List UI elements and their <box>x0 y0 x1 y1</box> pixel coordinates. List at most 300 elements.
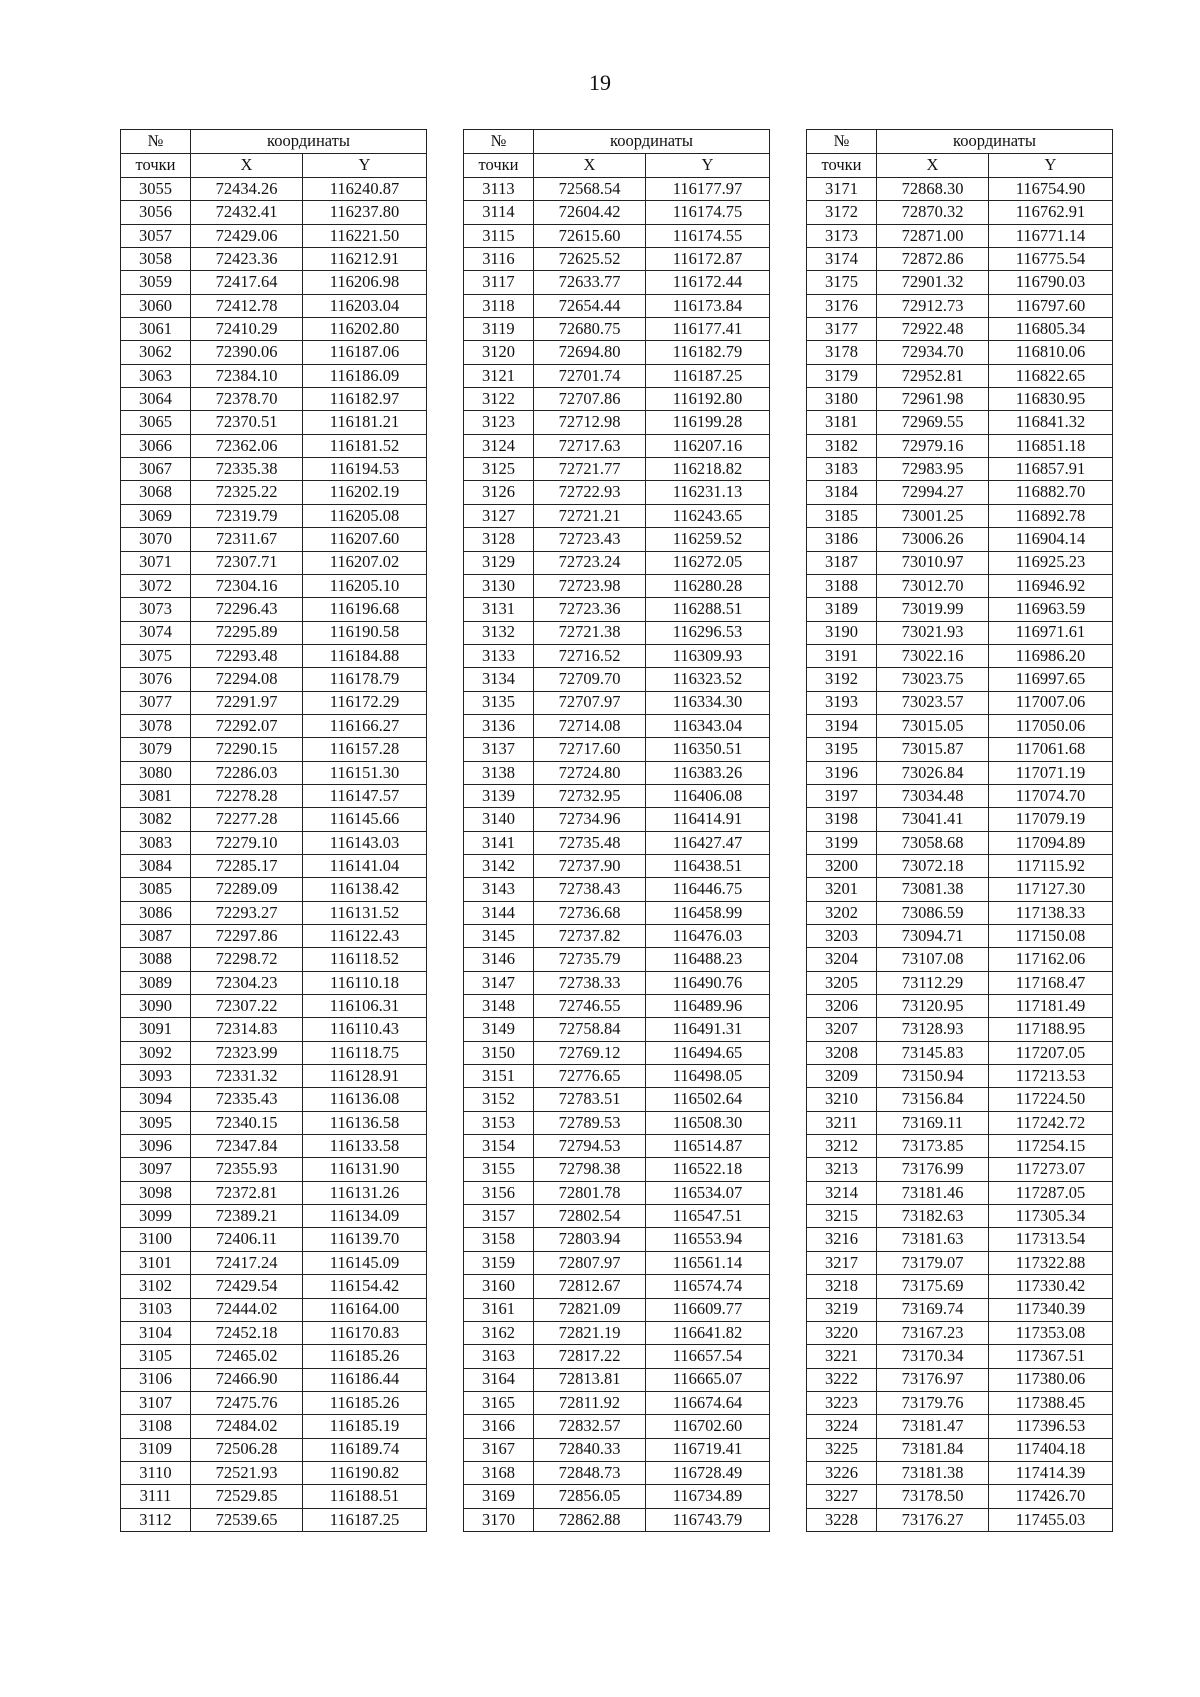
table-row <box>807 925 1113 948</box>
x-coordinate-cell: 73120.95 <box>877 995 989 1018</box>
table-row <box>464 1181 770 1204</box>
point-number-cell: 3083 <box>121 831 191 854</box>
point-number-cell: 3209 <box>807 1065 877 1088</box>
y-coordinate-cell: 116237.80 <box>303 201 427 224</box>
table-row <box>464 1135 770 1158</box>
y-coordinate-cell: 117396.53 <box>989 1415 1113 1438</box>
x-coordinate-cell: 73181.38 <box>877 1461 989 1484</box>
x-coordinate-cell: 72716.52 <box>534 644 646 667</box>
table-row <box>807 1321 1113 1344</box>
point-number-cell: 3062 <box>121 341 191 364</box>
x-coordinate-cell: 72475.76 <box>191 1391 303 1414</box>
point-number-cell: 3122 <box>464 388 534 411</box>
y-coordinate-cell: 116851.18 <box>989 434 1113 457</box>
point-number-cell: 3099 <box>121 1205 191 1228</box>
x-coordinate-cell: 73112.29 <box>877 971 989 994</box>
x-coordinate-cell: 72604.42 <box>534 201 646 224</box>
y-coordinate-cell: 116138.42 <box>303 878 427 901</box>
table-row <box>464 481 770 504</box>
table-row <box>807 318 1113 341</box>
point-number-cell: 3210 <box>807 1088 877 1111</box>
x-coordinate-cell: 72821.09 <box>534 1298 646 1321</box>
y-coordinate-cell: 117330.42 <box>989 1275 1113 1298</box>
x-coordinate-cell: 73001.25 <box>877 504 989 527</box>
table-row <box>807 458 1113 481</box>
point-number-cell: 3131 <box>464 598 534 621</box>
x-coordinate-cell: 72466.90 <box>191 1368 303 1391</box>
point-number-cell: 3163 <box>464 1345 534 1368</box>
table-row <box>464 528 770 551</box>
x-coordinate-cell: 72331.32 <box>191 1065 303 1088</box>
y-coordinate-cell: 117322.88 <box>989 1251 1113 1274</box>
table-row <box>121 178 427 201</box>
point-number-cell: 3158 <box>464 1228 534 1251</box>
y-coordinate-cell: 116143.03 <box>303 831 427 854</box>
table-row <box>121 224 427 247</box>
coordinates-table-1 <box>120 129 427 1532</box>
x-coordinate-cell: 73041.41 <box>877 808 989 831</box>
point-number-cell: 3159 <box>464 1251 534 1274</box>
point-number-cell: 3061 <box>121 318 191 341</box>
y-coordinate-cell: 116641.82 <box>646 1321 770 1344</box>
y-coordinate-cell: 116762.91 <box>989 201 1113 224</box>
y-coordinate-cell: 117254.15 <box>989 1135 1113 1158</box>
point-number-cell: 3080 <box>121 761 191 784</box>
y-coordinate-cell: 117273.07 <box>989 1158 1113 1181</box>
table-row <box>807 1088 1113 1111</box>
table-row <box>807 528 1113 551</box>
x-coordinate-cell: 73058.68 <box>877 831 989 854</box>
table-row <box>121 411 427 434</box>
point-number-cell: 3058 <box>121 248 191 271</box>
point-number-cell: 3124 <box>464 434 534 457</box>
y-coordinate-cell: 116892.78 <box>989 504 1113 527</box>
x-coordinate-cell: 72340.15 <box>191 1111 303 1134</box>
x-coordinate-cell: 72732.95 <box>534 784 646 807</box>
table-row <box>807 178 1113 201</box>
y-coordinate-cell: 116181.52 <box>303 434 427 457</box>
point-number-cell: 3219 <box>807 1298 877 1321</box>
y-coordinate-cell: 116147.57 <box>303 784 427 807</box>
table-row <box>807 1298 1113 1321</box>
point-number-cell: 3186 <box>807 528 877 551</box>
table-row <box>121 364 427 387</box>
x-coordinate-cell: 73175.69 <box>877 1275 989 1298</box>
y-coordinate-cell: 116202.80 <box>303 318 427 341</box>
y-coordinate-cell: 116190.82 <box>303 1461 427 1484</box>
point-number-cell: 3112 <box>121 1508 191 1531</box>
table-row <box>464 691 770 714</box>
y-coordinate-cell: 116728.49 <box>646 1461 770 1484</box>
coordinates-header: координаты <box>877 130 1113 154</box>
table-row <box>807 1065 1113 1088</box>
table-subheader-row <box>464 154 770 178</box>
x-coordinate-cell: 72319.79 <box>191 504 303 527</box>
table-row <box>121 1368 427 1391</box>
x-coordinate-cell: 72539.65 <box>191 1508 303 1531</box>
y-coordinate-cell: 116187.25 <box>646 364 770 387</box>
point-number-cell: 3118 <box>464 294 534 317</box>
x-coordinate-cell: 72429.54 <box>191 1275 303 1298</box>
point-number-cell: 3078 <box>121 714 191 737</box>
y-coordinate-cell: 116186.09 <box>303 364 427 387</box>
point-number-cell: 3174 <box>807 248 877 271</box>
point-number-cell: 3081 <box>121 784 191 807</box>
point-number-cell: 3072 <box>121 574 191 597</box>
x-coordinate-cell: 73128.93 <box>877 1018 989 1041</box>
table-row <box>121 971 427 994</box>
y-coordinate-cell: 117150.08 <box>989 925 1113 948</box>
x-coordinate-cell: 73107.08 <box>877 948 989 971</box>
table-row <box>464 1438 770 1461</box>
y-coordinate-cell: 116665.07 <box>646 1368 770 1391</box>
y-header: Y <box>989 154 1113 178</box>
point-number-cell: 3134 <box>464 668 534 691</box>
table-row <box>807 481 1113 504</box>
x-coordinate-cell: 72848.73 <box>534 1461 646 1484</box>
x-coordinate-cell: 73015.87 <box>877 738 989 761</box>
table-row <box>121 644 427 667</box>
y-coordinate-cell: 116192.80 <box>646 388 770 411</box>
point-number-cell: 3071 <box>121 551 191 574</box>
x-coordinate-cell: 72378.70 <box>191 388 303 411</box>
point-number-cell: 3088 <box>121 948 191 971</box>
point-number-cell: 3183 <box>807 458 877 481</box>
x-coordinate-cell: 72758.84 <box>534 1018 646 1041</box>
y-coordinate-cell: 116141.04 <box>303 854 427 877</box>
y-coordinate-cell: 117455.03 <box>989 1508 1113 1531</box>
y-coordinate-cell: 116106.31 <box>303 995 427 1018</box>
table-row <box>807 878 1113 901</box>
point-number-cell: 3107 <box>121 1391 191 1414</box>
x-coordinate-cell: 72277.28 <box>191 808 303 831</box>
table-row <box>464 668 770 691</box>
point-number-cell: 3227 <box>807 1485 877 1508</box>
x-coordinate-cell: 73181.46 <box>877 1181 989 1204</box>
point-number-subheader: точки <box>121 154 191 178</box>
point-number-cell: 3129 <box>464 551 534 574</box>
x-coordinate-cell: 72370.51 <box>191 411 303 434</box>
table-row <box>807 808 1113 831</box>
y-coordinate-cell: 116177.97 <box>646 178 770 201</box>
point-number-cell: 3180 <box>807 388 877 411</box>
y-coordinate-cell: 116190.58 <box>303 621 427 644</box>
x-coordinate-cell: 72701.74 <box>534 364 646 387</box>
x-coordinate-cell: 72832.57 <box>534 1415 646 1438</box>
x-coordinate-cell: 72335.43 <box>191 1088 303 1111</box>
table-row <box>121 1018 427 1041</box>
x-coordinate-cell: 72798.38 <box>534 1158 646 1181</box>
y-coordinate-cell: 116805.34 <box>989 318 1113 341</box>
x-coordinate-cell: 72290.15 <box>191 738 303 761</box>
table-row <box>121 458 427 481</box>
table-row <box>464 854 770 877</box>
table-row <box>807 995 1113 1018</box>
table-row <box>121 201 427 224</box>
table-row <box>464 318 770 341</box>
table-row <box>121 1461 427 1484</box>
point-number-header: № <box>464 130 534 154</box>
point-number-cell: 3178 <box>807 341 877 364</box>
x-coordinate-cell: 72934.70 <box>877 341 989 364</box>
y-coordinate-cell: 116186.44 <box>303 1368 427 1391</box>
x-coordinate-cell: 72291.97 <box>191 691 303 714</box>
x-coordinate-cell: 72294.08 <box>191 668 303 691</box>
y-coordinate-cell: 116754.90 <box>989 178 1113 201</box>
table-row <box>464 1228 770 1251</box>
point-number-cell: 3160 <box>464 1275 534 1298</box>
table-row <box>121 925 427 948</box>
table-row <box>807 1041 1113 1064</box>
x-coordinate-cell: 72803.94 <box>534 1228 646 1251</box>
x-coordinate-cell: 72412.78 <box>191 294 303 317</box>
x-coordinate-cell: 73006.26 <box>877 528 989 551</box>
point-number-cell: 3182 <box>807 434 877 457</box>
y-coordinate-cell: 117181.49 <box>989 995 1113 1018</box>
x-coordinate-cell: 73178.50 <box>877 1485 989 1508</box>
y-coordinate-cell: 116775.54 <box>989 248 1113 271</box>
y-coordinate-cell: 116309.93 <box>646 644 770 667</box>
point-number-cell: 3098 <box>121 1181 191 1204</box>
point-number-cell: 3213 <box>807 1158 877 1181</box>
x-coordinate-cell: 72862.88 <box>534 1508 646 1531</box>
x-coordinate-cell: 72362.06 <box>191 434 303 457</box>
table-row <box>464 201 770 224</box>
x-coordinate-cell: 72372.81 <box>191 1181 303 1204</box>
x-coordinate-cell: 72736.68 <box>534 901 646 924</box>
point-number-header: № <box>121 130 191 154</box>
x-coordinate-cell: 72717.63 <box>534 434 646 457</box>
table-row <box>121 738 427 761</box>
point-number-cell: 3133 <box>464 644 534 667</box>
point-number-cell: 3084 <box>121 854 191 877</box>
y-coordinate-cell: 116199.28 <box>646 411 770 434</box>
point-number-cell: 3128 <box>464 528 534 551</box>
point-number-cell: 3057 <box>121 224 191 247</box>
x-coordinate-cell: 72521.93 <box>191 1461 303 1484</box>
x-coordinate-cell: 72347.84 <box>191 1135 303 1158</box>
point-number-cell: 3179 <box>807 364 877 387</box>
point-number-cell: 3092 <box>121 1041 191 1064</box>
table-row <box>464 434 770 457</box>
table-row <box>464 878 770 901</box>
point-number-cell: 3208 <box>807 1041 877 1064</box>
x-coordinate-cell: 73169.11 <box>877 1111 989 1134</box>
table-row <box>464 738 770 761</box>
x-coordinate-cell: 72465.02 <box>191 1345 303 1368</box>
point-number-cell: 3171 <box>807 178 877 201</box>
y-coordinate-cell: 116350.51 <box>646 738 770 761</box>
table-row <box>464 948 770 971</box>
y-coordinate-cell: 116207.16 <box>646 434 770 457</box>
point-number-cell: 3120 <box>464 341 534 364</box>
table-subheader-row <box>121 154 427 178</box>
y-coordinate-cell: 116164.00 <box>303 1298 427 1321</box>
point-number-cell: 3111 <box>121 1485 191 1508</box>
point-number-cell: 3187 <box>807 551 877 574</box>
table-row <box>807 1275 1113 1298</box>
y-coordinate-cell: 117305.34 <box>989 1205 1113 1228</box>
y-coordinate-cell: 116822.65 <box>989 364 1113 387</box>
y-coordinate-cell: 117168.47 <box>989 971 1113 994</box>
point-number-cell: 3103 <box>121 1298 191 1321</box>
x-coordinate-cell: 72278.28 <box>191 784 303 807</box>
y-coordinate-cell: 116173.84 <box>646 294 770 317</box>
y-coordinate-cell: 116446.75 <box>646 878 770 901</box>
x-coordinate-cell: 72417.64 <box>191 271 303 294</box>
point-number-cell: 3198 <box>807 808 877 831</box>
y-coordinate-cell: 116296.53 <box>646 621 770 644</box>
y-coordinate-cell: 116323.52 <box>646 668 770 691</box>
point-number-cell: 3166 <box>464 1415 534 1438</box>
x-coordinate-cell: 72738.33 <box>534 971 646 994</box>
x-coordinate-cell: 72429.06 <box>191 224 303 247</box>
x-coordinate-cell: 72423.36 <box>191 248 303 271</box>
y-coordinate-cell: 116189.74 <box>303 1438 427 1461</box>
table-row <box>807 1461 1113 1484</box>
y-coordinate-cell: 116561.14 <box>646 1251 770 1274</box>
x-coordinate-cell: 73021.93 <box>877 621 989 644</box>
x-coordinate-cell: 72746.55 <box>534 995 646 1018</box>
y-coordinate-cell: 116490.76 <box>646 971 770 994</box>
y-coordinate-cell: 116136.58 <box>303 1111 427 1134</box>
table-row <box>807 1485 1113 1508</box>
y-coordinate-cell: 117188.95 <box>989 1018 1113 1041</box>
point-number-cell: 3177 <box>807 318 877 341</box>
point-number-cell: 3205 <box>807 971 877 994</box>
y-coordinate-cell: 116205.08 <box>303 504 427 527</box>
table-row <box>807 668 1113 691</box>
table-row <box>464 714 770 737</box>
y-coordinate-cell: 116383.26 <box>646 761 770 784</box>
point-number-cell: 3139 <box>464 784 534 807</box>
table-row <box>464 995 770 1018</box>
point-number-cell: 3216 <box>807 1228 877 1251</box>
y-coordinate-cell: 116240.87 <box>303 178 427 201</box>
x-coordinate-cell: 72709.70 <box>534 668 646 691</box>
y-coordinate-cell: 116166.27 <box>303 714 427 737</box>
table-row <box>807 1158 1113 1181</box>
y-coordinate-cell: 117071.19 <box>989 761 1113 784</box>
point-number-cell: 3200 <box>807 854 877 877</box>
x-coordinate-cell: 73023.57 <box>877 691 989 714</box>
point-number-cell: 3197 <box>807 784 877 807</box>
x-coordinate-cell: 72856.05 <box>534 1485 646 1508</box>
point-number-cell: 3108 <box>121 1415 191 1438</box>
y-coordinate-cell: 116221.50 <box>303 224 427 247</box>
x-coordinate-cell: 73015.05 <box>877 714 989 737</box>
y-coordinate-cell: 117094.89 <box>989 831 1113 854</box>
x-coordinate-cell: 72840.33 <box>534 1438 646 1461</box>
table-row <box>807 504 1113 527</box>
x-coordinate-cell: 72789.53 <box>534 1111 646 1134</box>
table-row <box>464 411 770 434</box>
table-row <box>807 551 1113 574</box>
table-row <box>807 1368 1113 1391</box>
y-coordinate-cell: 116145.66 <box>303 808 427 831</box>
y-header: Y <box>303 154 427 178</box>
table-row <box>807 271 1113 294</box>
x-coordinate-cell: 73022.16 <box>877 644 989 667</box>
x-coordinate-cell: 72724.80 <box>534 761 646 784</box>
x-coordinate-cell: 72307.22 <box>191 995 303 1018</box>
y-coordinate-cell: 116810.06 <box>989 341 1113 364</box>
point-number-cell: 3114 <box>464 201 534 224</box>
y-coordinate-cell: 116734.89 <box>646 1485 770 1508</box>
point-number-cell: 3165 <box>464 1391 534 1414</box>
x-coordinate-cell: 72325.22 <box>191 481 303 504</box>
y-coordinate-cell: 116857.91 <box>989 458 1113 481</box>
point-number-cell: 3141 <box>464 831 534 854</box>
table-row <box>121 948 427 971</box>
y-coordinate-cell: 116790.03 <box>989 271 1113 294</box>
point-number-cell: 3202 <box>807 901 877 924</box>
table-row <box>121 504 427 527</box>
x-header: X <box>534 154 646 178</box>
table-row <box>807 761 1113 784</box>
x-coordinate-cell: 72802.54 <box>534 1205 646 1228</box>
table-row <box>464 1415 770 1438</box>
coordinates-header: координаты <box>191 130 427 154</box>
point-number-cell: 3203 <box>807 925 877 948</box>
x-coordinate-cell: 72707.86 <box>534 388 646 411</box>
point-number-cell: 3063 <box>121 364 191 387</box>
x-coordinate-cell: 72625.52 <box>534 248 646 271</box>
table-row <box>121 551 427 574</box>
table-row <box>121 714 427 737</box>
y-coordinate-cell: 117050.06 <box>989 714 1113 737</box>
table-row <box>121 318 427 341</box>
x-coordinate-cell: 72335.38 <box>191 458 303 481</box>
point-number-cell: 3121 <box>464 364 534 387</box>
table-row <box>807 1181 1113 1204</box>
x-coordinate-cell: 72735.79 <box>534 948 646 971</box>
x-coordinate-cell: 72289.09 <box>191 878 303 901</box>
table-row <box>121 1205 427 1228</box>
table-row <box>464 1321 770 1344</box>
point-number-cell: 3201 <box>807 878 877 901</box>
x-coordinate-cell: 73173.85 <box>877 1135 989 1158</box>
point-number-cell: 3085 <box>121 878 191 901</box>
point-number-cell: 3173 <box>807 224 877 247</box>
x-coordinate-cell: 72952.81 <box>877 364 989 387</box>
point-number-cell: 3190 <box>807 621 877 644</box>
table-row <box>807 364 1113 387</box>
table-row <box>121 854 427 877</box>
table-row <box>464 1461 770 1484</box>
table-row <box>121 434 427 457</box>
x-coordinate-cell: 72717.60 <box>534 738 646 761</box>
point-number-cell: 3126 <box>464 481 534 504</box>
table-row <box>807 341 1113 364</box>
table-row <box>807 691 1113 714</box>
point-number-cell: 3096 <box>121 1135 191 1158</box>
table-row <box>807 1391 1113 1414</box>
point-number-cell: 3168 <box>464 1461 534 1484</box>
table-row <box>464 1298 770 1321</box>
y-coordinate-cell: 116182.97 <box>303 388 427 411</box>
point-number-cell: 3223 <box>807 1391 877 1414</box>
y-coordinate-cell: 116553.94 <box>646 1228 770 1251</box>
point-number-cell: 3055 <box>121 178 191 201</box>
x-coordinate-cell: 72872.86 <box>877 248 989 271</box>
y-coordinate-cell: 117404.18 <box>989 1438 1113 1461</box>
y-coordinate-cell: 116178.79 <box>303 668 427 691</box>
y-coordinate-cell: 116122.43 <box>303 925 427 948</box>
x-coordinate-cell: 73181.47 <box>877 1415 989 1438</box>
y-coordinate-cell: 116185.26 <box>303 1391 427 1414</box>
y-coordinate-cell: 116925.23 <box>989 551 1113 574</box>
